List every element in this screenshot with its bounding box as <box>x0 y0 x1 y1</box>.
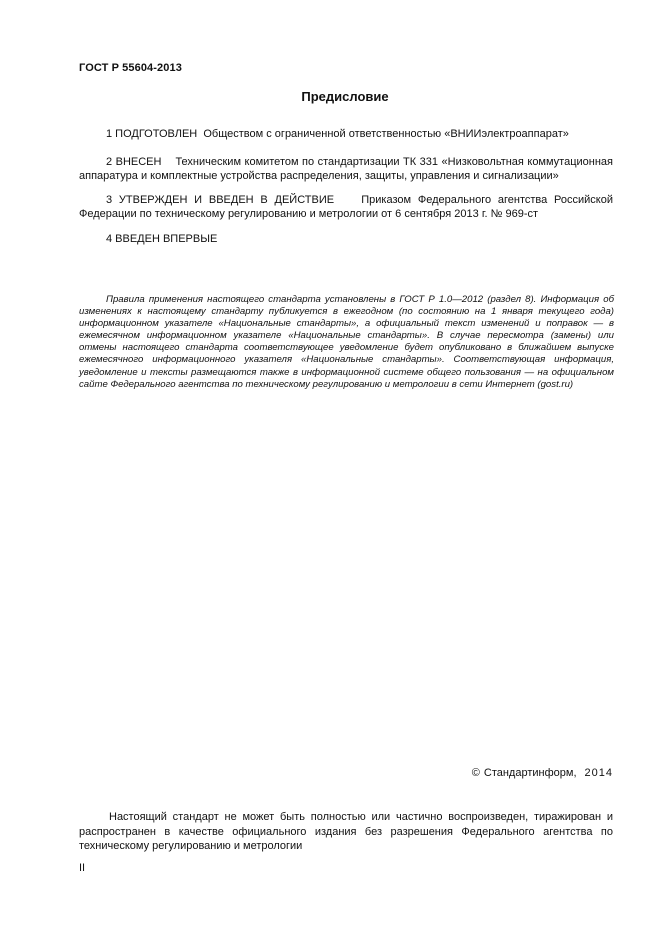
page-number: II <box>79 862 86 874</box>
section-text: Обществом с ограниченной ответственностью «ВНИИэлектроаппарат» <box>203 128 569 140</box>
section-label: 3 УТВЕРЖДЕН И ВВЕДЕН В ДЕЙСТВИЕ <box>106 194 335 206</box>
page-title: Предисловие <box>301 89 389 104</box>
copyright <box>472 767 613 779</box>
section-text: Приказом Федерального агентства Российской Федерации по техническому регулированию и метрологии от 6 сентября 2013 г. № 969-ст <box>79 194 613 220</box>
section-prepared <box>79 127 613 141</box>
section-text: Техническим комитетом по стандартизации ТК 331 «Низковольтная коммутационная аппаратура и комплектные устройства распределения, защиты, управления и сигнализации» <box>79 156 613 182</box>
copyright-year: 2014 <box>584 767 613 779</box>
section-label: 1 ПОДГОТОВЛЕН <box>106 128 198 140</box>
standard-code: ГОСТ Р 55604-2013 <box>79 62 182 74</box>
rules-note: Правила применения настоящего стандарта установлены в ГОСТ Р 1.0—2012 (раздел 8). Информация об изменениях к настоящему стандарту публикуется в ежегодном (по состоянию на 1 января текущего года) информационном указателе «Национальные стандарты», а официальный текст изменений и поправок — в ежемесячном информационном указателе «Национальные стандарты». В случае пересмотра (замены) или отмены настоящего стандарта соответствующее уведомление будет опубликовано в ближайшем выпуске ежемесячного информационного указателя «Национальные стандарты». Соответствующая информация, уведомление и тексты размещаются также в информационной системе общего пользования — на официальном сайте Федерального агентства по техническому регулированию и метрологии в сети Интернет (gost.ru) <box>79 294 614 390</box>
section-submitted <box>79 155 613 183</box>
section-first-introduced <box>79 232 613 246</box>
section-label: 4 ВВЕДЕН ВПЕРВЫЕ <box>106 233 218 245</box>
section-label: 2 ВНЕСЕН <box>106 156 162 168</box>
copyright-holder: © Стандартинформ, <box>471 767 577 779</box>
section-approved <box>79 193 613 221</box>
reproduction-notice: Настоящий стандарт не может быть полностью или частично воспроизведен, тиражирован и распространен в качестве официального издания без разрешения Федерального агентства по техническому регулированию и метрологии <box>79 811 613 852</box>
